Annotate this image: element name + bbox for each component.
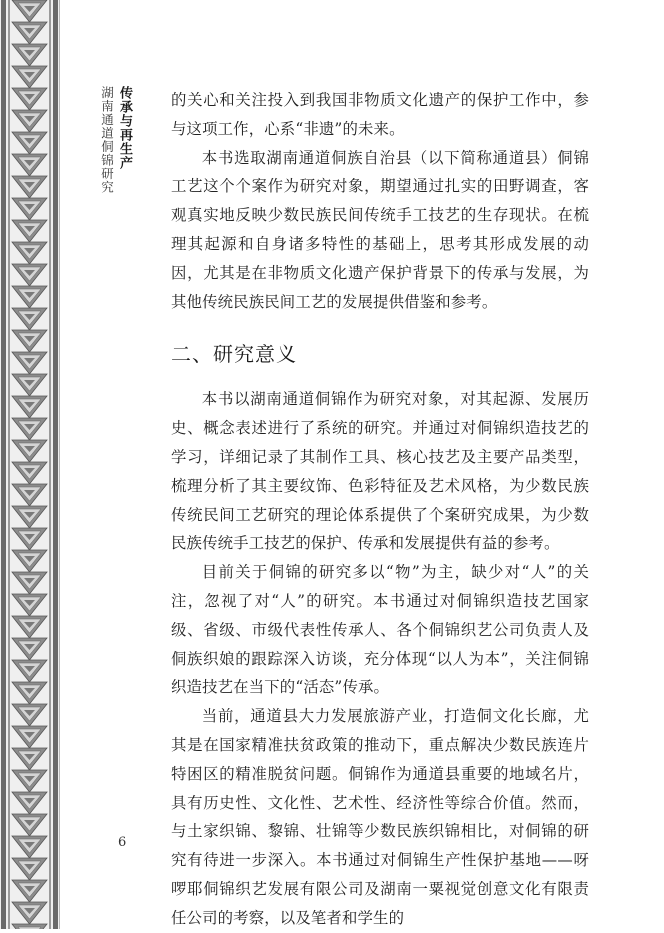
section-heading: 二、研究意义 (171, 342, 297, 367)
body-text (171, 86, 589, 933)
running-head-subtitle: 湖南通道侗锦研究 (99, 86, 115, 194)
paragraph: 本书选取湖南通道侗族自治县（以下简称通道县）侗锦工艺这个个案作为研究对象，期望通过扎实的田野调查，客观真实地反映少数民族民间传统手工技艺的生存现状。在梳理其起源和自身诸多特性的基础上，思考其形成发展的动因，尤其是在非物质文化遗产保护背景下的传承与发展，为其他传统民族民间工艺的发展提供借鉴和参考。 (171, 148, 589, 311)
paragraph: 的关心和关注投入到我国非物质文化遗产的保护工作中，参与这项工作，心系“非遗”的未来。 (171, 91, 589, 138)
paragraph: 本书以湖南通道侗锦作为研究对象，对其起源、发展历史、概念表述进行了系统的研究。并通过对侗锦织造技艺的学习，详细记录了其制作工具、核心技艺及主要产品类型，梳理分析了其主要纹饰、色彩特征及艺术风格，为少数民族传统民间工艺研究的理论体系提供了个案研究成果，为少数民族传统手工技艺的保护、传承和发展提供有益的参考。 (171, 390, 589, 553)
paragraph: 当前，通道县大力发展旅游产业，打造侗文化长廊，尤其是在国家精准扶贫政策的推动下，重点解决少数民族连片特困区的精准脱贫问题。侗锦作为通道县重要的地域名片，具有历史性、文化性、艺术性、经济性等综合价值。然而，与土家织锦、黎锦、壮锦等少数民族织锦相比，对侗锦的研究有待进一步深入。本书通过对侗锦生产性保护基地——呀啰耶侗锦织艺发展有限公司及湖南一粟视觉创意文化有限责任公司的考察，以及笔者和学生的 (171, 707, 589, 927)
paragraph: 目前关于侗锦的研究多以“物”为主，缺少对“人”的关注，忽视了对“人”的研究。本书通过对侗锦织造技艺国家级、省级、市级代表性传承人、各个侗锦织艺公司负责人及侗族织娘的跟踪深入访谈，充分体现“以人为本”，关注侗锦织造技艺在当下的“活态”传承。 (171, 563, 589, 697)
zigzag-pattern-icon (0, 0, 59, 929)
page-number: 6 (118, 835, 127, 850)
running-head-title: 传承与再生产 (117, 86, 132, 170)
decorative-border-band (0, 0, 60, 929)
